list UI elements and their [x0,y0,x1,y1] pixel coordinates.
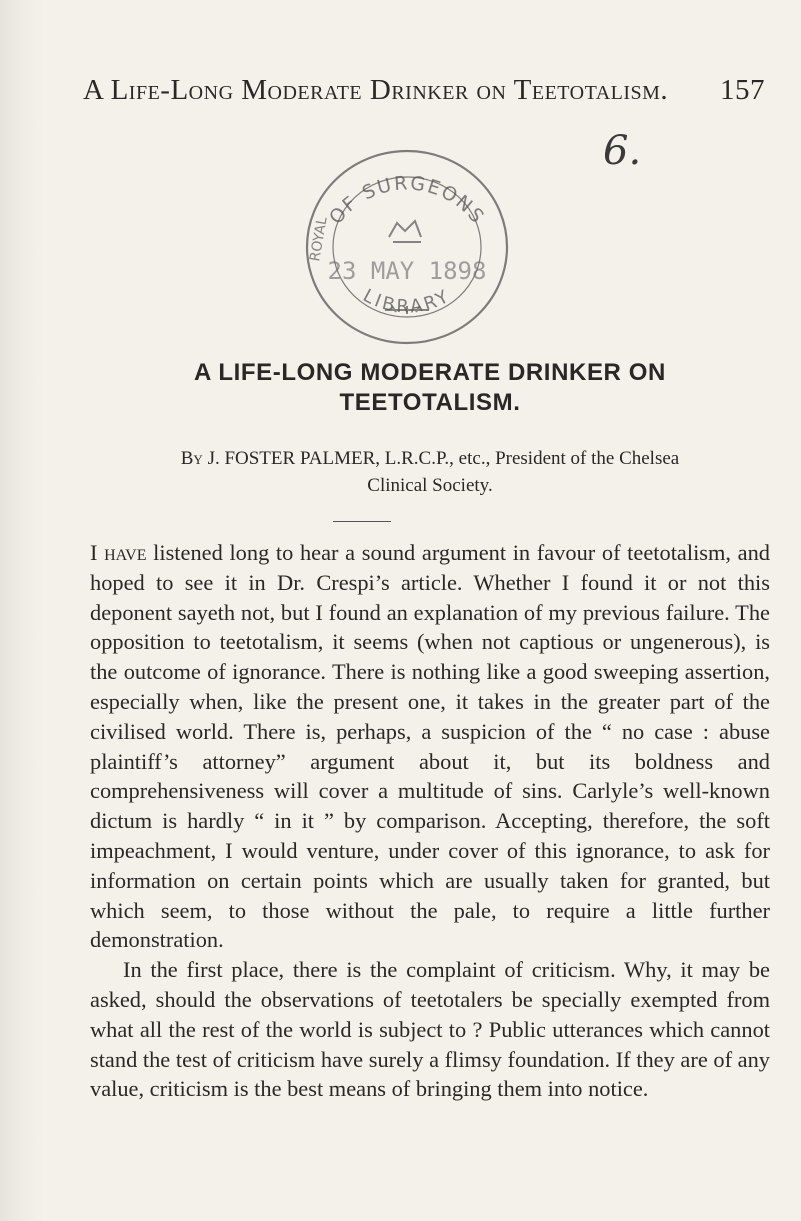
library-stamp [297,142,517,352]
byline-prefix: By [180,448,203,469]
running-head [83,74,783,107]
paragraph [90,538,770,955]
paragraph: In the first place, there is the complaint of criticism. Why, it may be asked, should the observations of teetotalers be specially exempted from what all the rest of the world is subject to ? Public utterances which cannot stand the test of criticism have surely a flimsy foundation. If they are of any value, criticism is the best means of bringing them into notice. [90,957,770,1102]
stamp-handwritten-number: 6. [603,128,642,174]
article-body [90,538,770,1104]
stamp-date: 23 MAY 1898 [327,257,487,285]
byline-affiliation: Clinical Society. [367,475,493,496]
article-title-line2: TEETOTALISM. [339,389,521,416]
byline-author: J. FOSTER PALMER, L.R.C.P., etc., President of the Chelsea [207,448,680,469]
page-number: 157 [720,74,765,106]
stamp-text-left: ROYAL [307,215,331,263]
paragraph-opening-words: I have [90,540,147,565]
svg-text:OF SURGEONS [325,172,489,228]
byline [110,445,750,499]
stamp-text-bottom: LIBRARY [359,285,455,318]
section-divider [333,521,391,522]
article-title-line1: A LIFE-LONG MODERATE DRINKER ON [194,359,666,386]
stamp-text-top: OF SURGEONS [325,172,490,229]
running-head-title: A Life-Long Moderate Drinker on Teetotalism. [83,74,669,106]
article-title [80,358,780,418]
paragraph-text: listened long to hear a sound argument in favour of teetotalism, and hoped to see it in Dr. Crespi’s article. Whether I found it or not this deponent sayeth not, but I found an explanation of my previous failure. The opposition to teetotalism, it seems (when not captious or ungenerous), is the outcome of ignorance. There is nothing like a good sweeping assertion, especially when, like the present one, it takes in the greater part of the civilised world. There is, perhaps, a suspicion of the “ no case : abuse plaintiff’s attorney” argument about it, but its boldness and comprehensiveness will cover a multitude of sins. Carlyle’s well-known dictum is hardly “ in it ” by comparison. Accepting, therefore, the soft impeachment, I would venture, under cover of this ignorance, to ask for information on certain points which are usually taken for granted, but which seem, to those without the pale, to require a little further demonstration. [90,540,771,953]
